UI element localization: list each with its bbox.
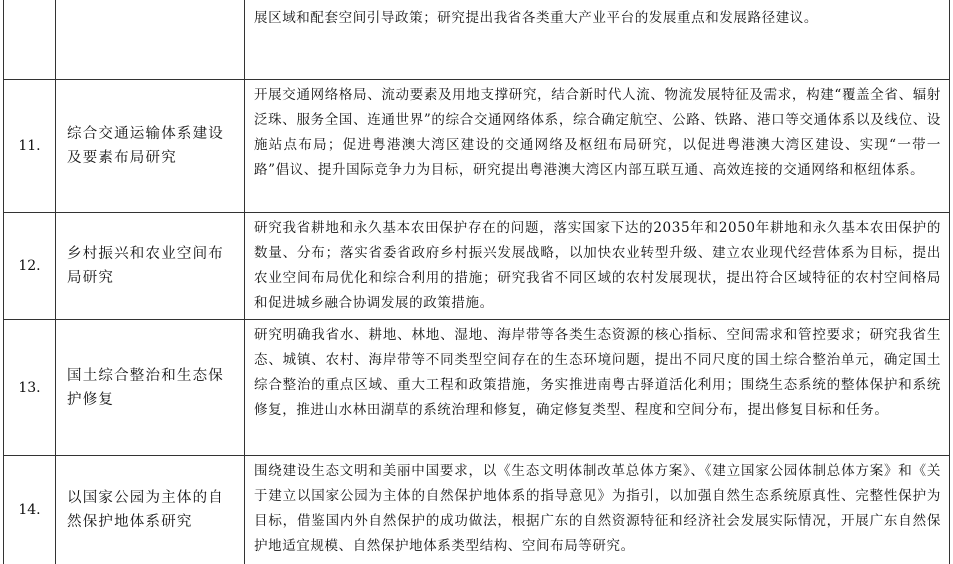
row-number: 12. — [3, 213, 55, 320]
row-title: 国土综合整治和生态保护修复 — [55, 320, 244, 456]
row-content: 围绕建设生态文明和美丽中国要求，以《生态文明体制改革总体方案》、《建立国家公园体制总体方案》和《关于建立以国家公园为主体的自然保护地体系的指导意见》为指引，以加强自然生态系统原真性、完整性保护为目标，借鉴国内外自然保护的成功做法，根据广东的自然资源特征和经济社会发展实际情况，开展广东自然保护地适宜规模、自然保护地体系类型结构、空间布局等研究。 — [244, 456, 950, 564]
table-row — [0, 320, 953, 456]
row-number: 14. — [3, 456, 55, 564]
row-title: 乡村振兴和农业空间布局研究 — [55, 213, 244, 320]
row-content: 研究我省耕地和永久基本农田保护存在的问题，落实国家下达的2035年和2050年耕地和永久基本农田保护的数量、分布；落实省委省政府乡村振兴发展战略，以加快农业转型升级、建立农业现代经营体系为目标，提出农业空间布局优化和综合利用的措施；研究我省不同区域的农村发展现状，提出符合区域特征的农村空间格局和促进城乡融合协调发展的政策措施。 — [244, 213, 950, 320]
row-number — [3, 0, 55, 80]
row-content: 研究明确我省水、耕地、林地、湿地、海岸带等各类生态资源的核心指标、空间需求和管控要求；研究我省生态、城镇、农村、海岸带等不同类型空间存在的生态环境问题，提出不同尺度的国土综合整治单元，确定国土综合整治的重点区域、重大工程和政策措施，务实推进南粤古驿道活化利用；围绕生态系统的整体保护和系统修复，推进山水林田湖草的系统治理和修复，确定修复类型、程度和空间分布，提出修复目标和任务。 — [244, 320, 950, 456]
table-row — [0, 0, 953, 80]
row-number: 13. — [3, 320, 55, 456]
row-content: 开展交通网络格局、流动要素及用地支撑研究，结合新时代人流、物流发展特征及需求，构建“覆盖全省、辐射泛珠、服务全国、连通世界”的综合交通网络体系，综合确定航空、公路、铁路、港口等交通体系以及线位、设施站点布局；促进粤港澳大湾区建设的交通网络及枢纽布局研究，以促进粤港澳大湾区建设、实现“一带一路”倡议、提升国际竞争力为目标，研究提出粤港澳大湾区内部互联互通、高效连接的交通网络和枢纽体系。 — [244, 80, 950, 213]
table-row — [0, 80, 953, 213]
table-row — [0, 456, 953, 564]
row-content: 展区域和配套空间引导政策；研究提出我省各类重大产业平台的发展重点和发展路径建议。 — [244, 0, 950, 80]
row-title: 以国家公园为主体的自然保护地体系研究 — [55, 456, 244, 564]
row-number: 11. — [3, 80, 55, 213]
table-row — [0, 213, 953, 320]
row-title — [55, 0, 244, 80]
row-title: 综合交通运输体系建设及要素布局研究 — [55, 80, 244, 213]
